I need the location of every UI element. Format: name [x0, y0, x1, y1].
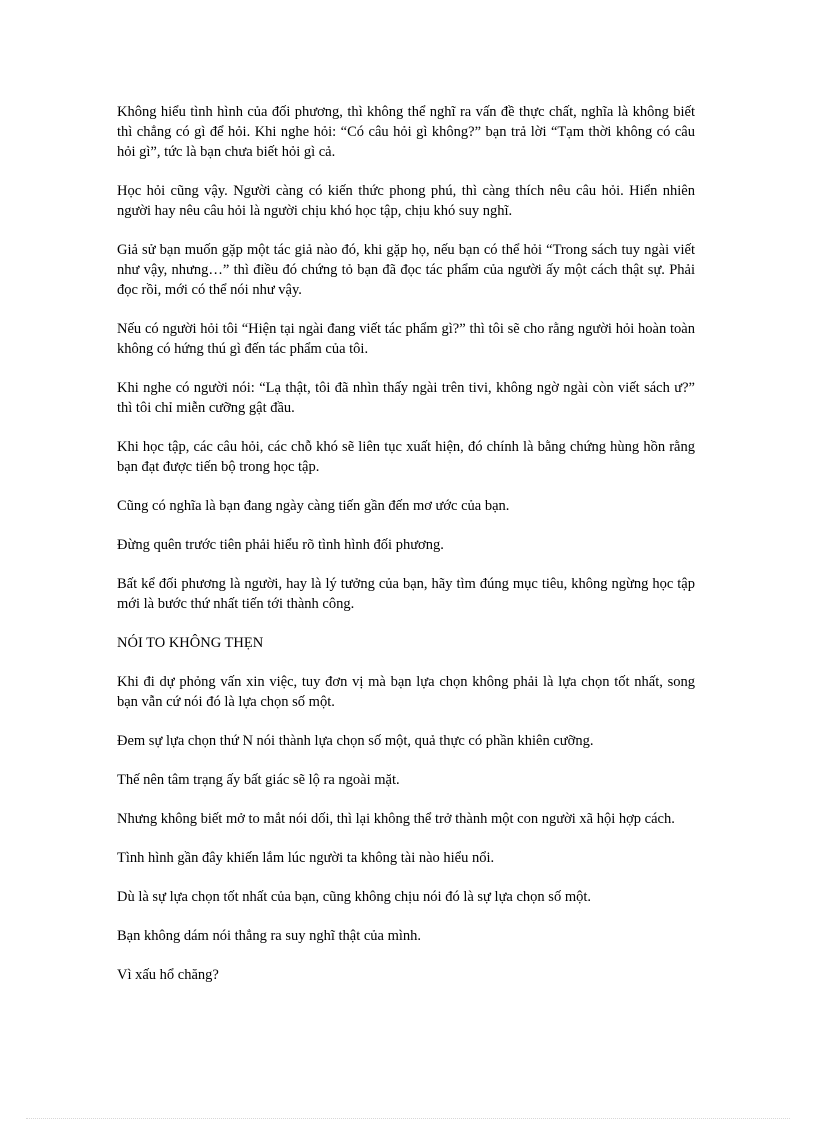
- paragraph: Không hiểu tình hình của đối phương, thì không thể nghĩ ra vấn đề thực chất, nghĩa là không biết thì chẳng có gì để hỏi. Khi nghe hỏi: “Có câu hỏi gì không?” bạn trả lời “Tạm thời không có câu hỏi gì”, tức là bạn chưa biết hỏi gì cả.: [117, 104, 695, 160]
- document-body: [117, 102, 695, 1004]
- paragraph: Học hỏi cũng vậy. Người càng có kiến thức phong phú, thì càng thích nêu câu hỏi. Hiển nhiên người hay nêu câu hỏi là người chịu khó học tập, chịu khó suy nghĩ.: [117, 183, 695, 219]
- paragraph: Dù là sự lựa chọn tốt nhất của bạn, cũng không chịu nói đó là sự lựa chọn số một.: [117, 889, 592, 905]
- paragraph: Đem sự lựa chọn thứ N nói thành lựa chọn số một, quả thực có phần khiên cưỡng.: [117, 733, 594, 749]
- paragraph: Nhưng không biết mở to mắt nói dối, thì lại không thể trở thành một con người xã hội hợp cách.: [117, 811, 675, 827]
- paragraph: Cũng có nghĩa là bạn đang ngày càng tiến gần đến mơ ước của bạn.: [117, 498, 510, 514]
- paragraph: Thế nên tâm trạng ấy bất giác sẽ lộ ra ngoài mặt.: [117, 772, 400, 788]
- page-bottom-divider: [26, 1118, 790, 1119]
- paragraph: Bạn không dám nói thẳng ra suy nghĩ thật của mình.: [117, 928, 422, 944]
- paragraph: Khi học tập, các câu hỏi, các chỗ khó sẽ liên tục xuất hiện, đó chính là bằng chứng hùng hồn rằng bạn đạt được tiến bộ trong học tập.: [117, 439, 695, 475]
- paragraph: Giả sử bạn muốn gặp một tác giả nào đó, khi gặp họ, nếu bạn có thể hỏi “Trong sách tuy ngài viết như vậy, nhưng…” thì điều đó chứng tỏ bạn đã đọc tác phẩm của người ấy một cách thật sự. Phải đọc rồi, mới có thể nói như vậy.: [117, 242, 695, 298]
- paragraph: Bất kể đối phương là người, hay là lý tưởng của bạn, hãy tìm đúng mục tiêu, không ngừng học tập mới là bước thứ nhất tiến tới thành công.: [117, 576, 695, 612]
- paragraph: Khi nghe có người nói: “Lạ thật, tôi đã nhìn thấy ngài trên tivi, không ngờ ngài còn viết sách ư?” thì tôi chỉ miễn cưỡng gật đầu.: [117, 380, 695, 416]
- paragraph: Khi đi dự phỏng vấn xin việc, tuy đơn vị mà bạn lựa chọn không phải là lựa chọn tốt nhất, song bạn vẫn cứ nói đó là lựa chọn số một.: [117, 674, 695, 710]
- paragraph: Nếu có người hỏi tôi “Hiện tại ngài đang viết tác phẩm gì?” thì tôi sẽ cho rằng người hỏi hoàn toàn không có hứng thú gì đến tác phẩm của tôi.: [117, 321, 695, 357]
- paragraph: Đừng quên trước tiên phải hiểu rõ tình hình đối phương.: [117, 537, 444, 553]
- paragraph: Tình hình gần đây khiến lắm lúc người ta không tài nào hiểu nổi.: [117, 850, 495, 866]
- paragraph: Vì xấu hổ chăng?: [117, 967, 219, 983]
- section-heading: NÓI TO KHÔNG THẸN: [117, 635, 264, 651]
